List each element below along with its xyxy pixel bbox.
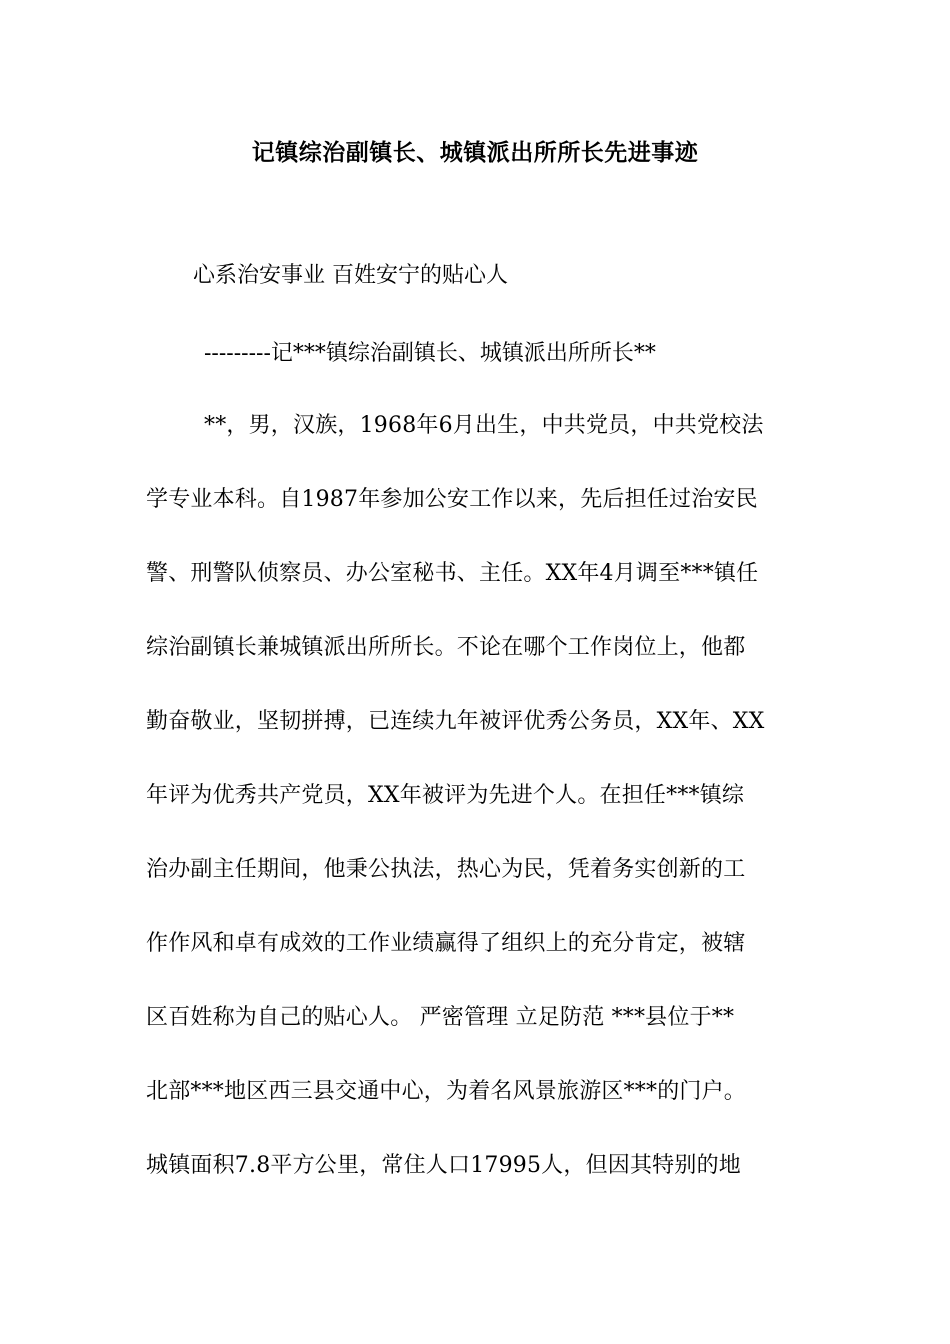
paragraph-line: 学专业本科。自1987年参加公安工作以来，先后担任过治安民 xyxy=(146,487,758,512)
paragraph-line: 警、刑警队侦察员、办公室秘书、主任。XX年4月调至***镇任 xyxy=(146,561,759,586)
paragraph-line: 作作风和卓有成效的工作业绩赢得了组织上的充分肯定，被辖 xyxy=(146,931,746,956)
paragraph-line: 区百姓称为自己的贴心人。 严密管理 立足防范 ***县位于** xyxy=(146,1005,735,1030)
document-title: 记镇综治副镇长、城镇派出所所长先进事迹 xyxy=(251,139,699,166)
paragraph-line: 勤奋敬业，坚韧拼搏，已连续九年被评优秀公务员，XX年、XX xyxy=(146,709,765,734)
document-byline: ---------记***镇综治副镇长、城镇派出所所长** xyxy=(204,341,656,366)
paragraph-line: **，男，汉族，1968年6月出生，中共党员，中共党校法 xyxy=(204,413,764,438)
paragraph-line: 北部***地区西三县交通中心，为着名风景旅游区***的门户。 xyxy=(146,1079,747,1104)
paragraph-line: 治办副主任期间，他秉公执法，热心为民，凭着务实创新的工 xyxy=(146,857,746,882)
paragraph-line: 城镇面积7.8平方公里，常住人口17995人，但因其特别的地 xyxy=(146,1153,741,1178)
paragraph-line: 年评为优秀共产党员，XX年被评为先进个人。在担任***镇综 xyxy=(146,783,745,808)
paragraph-line: 综治副镇长兼城镇派出所所长。不论在哪个工作岗位上，他都 xyxy=(146,635,746,660)
document-subtitle: 心系治安事业 百姓安宁的贴心人 xyxy=(193,263,508,288)
